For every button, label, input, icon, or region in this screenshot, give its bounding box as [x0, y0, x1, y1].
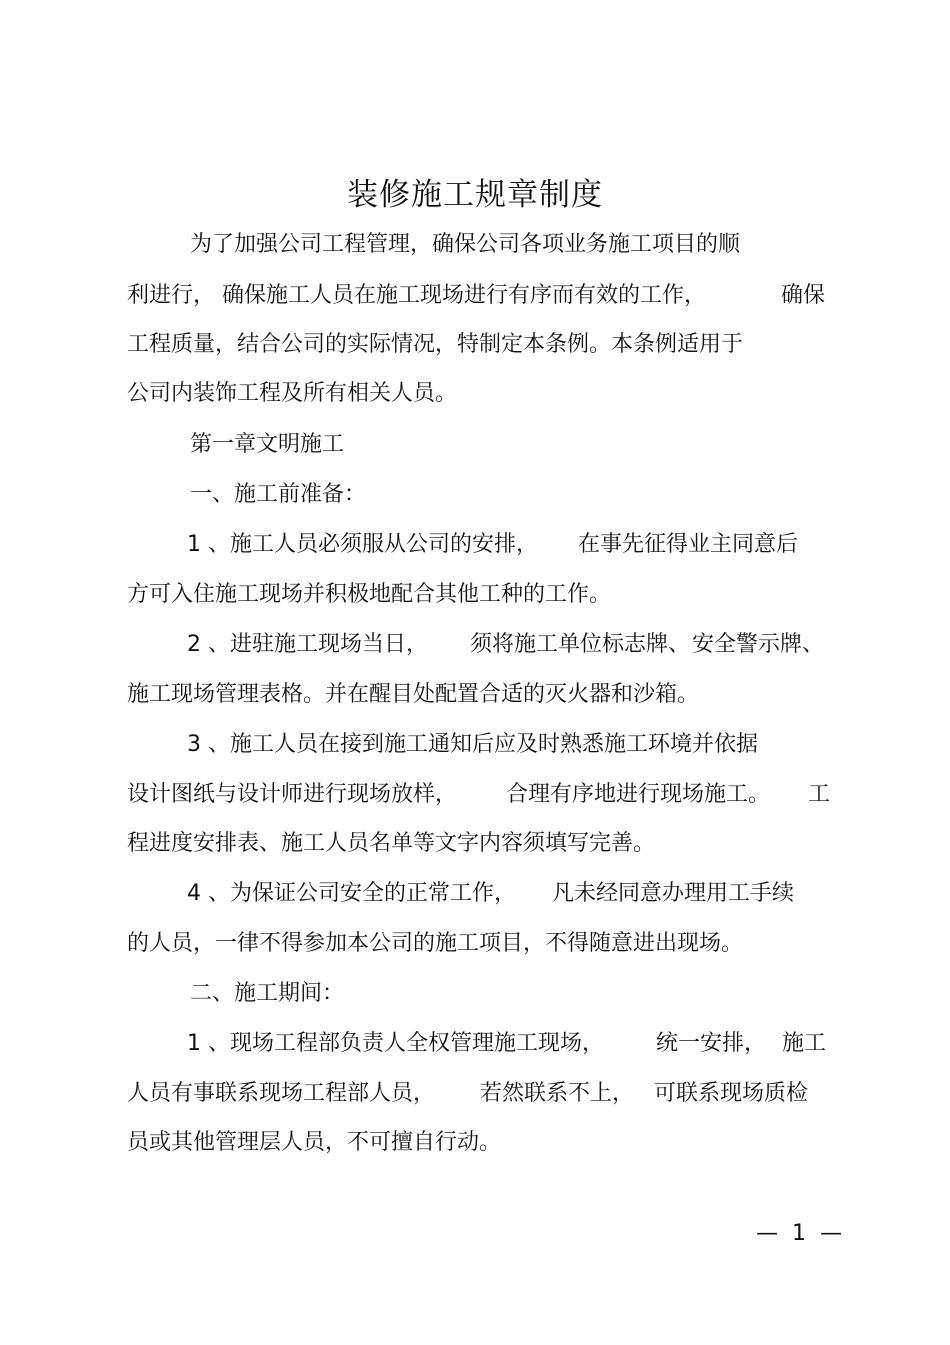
section-heading-construction: 二、施工期间： [190, 981, 345, 1006]
prep-item-3-line-2c: 工 [808, 782, 831, 807]
document-title: 装修施工规章制度 [347, 177, 603, 213]
intro-line-1: 为了加强公司工程管理，确保公司各项业务施工项目的顺 [190, 232, 741, 257]
prep-item-2-line-1b: 须将施工单位标志牌、 [470, 632, 691, 657]
intro-line-2-end: 确保 [781, 283, 826, 308]
section-heading-preparation: 一、施工前准备： [190, 482, 367, 507]
prep-item-4-line-1a: 4 、为保证公司安全的正常工作， [187, 881, 516, 906]
intro-line-3: 工程质量，结合公司的实际情况，特制定本条例。本条例适用于 [127, 332, 744, 357]
prep-item-2-line-1a: 2 、进驻施工现场当日， [187, 632, 428, 657]
intro-line-4: 公司内装饰工程及所有相关人员。 [127, 381, 458, 406]
construction-item-1-line-1a: 1 、现场工程部负责人全权管理施工现场， [187, 1031, 604, 1056]
prep-item-4-line-2: 的人员，一律不得参加本公司的施工项目，不得随意进出现场。 [127, 931, 744, 956]
construction-item-1-line-2a: 人员有事联系现场工程部人员， [127, 1081, 436, 1106]
prep-item-1-line-2: 方可入住施工现场并积极地配合其他工种的工作。 [127, 582, 612, 607]
prep-item-4-line-1b: 凡未经同意办理用工手续 [552, 881, 795, 906]
prep-item-3-line-2a: 设计图纸与设计师进行现场放样， [127, 782, 458, 807]
prep-item-2-line-2: 施工现场管理表格。并在醒目处配置合适的灭火器和沙箱。 [127, 682, 700, 707]
construction-item-1-line-2c: 可联系现场质检 [654, 1081, 809, 1106]
construction-item-1-line-3: 员或其他管理层人员，不可擅自行动。 [127, 1130, 502, 1155]
construction-item-1-line-1b: 统一安排， [656, 1031, 767, 1056]
prep-item-1-line-1a: 1 、施工人员必须服从公司的安排， [187, 532, 538, 557]
prep-item-1-line-1b: 在事先征得业主同意后 [578, 532, 799, 557]
prep-item-2-line-1c: 安全警示牌、 [692, 632, 825, 657]
chapter-heading: 第一章文明施工 [190, 432, 345, 457]
prep-item-3-line-3: 程进度安排表、施工人员名单等文字内容须填写完善。 [127, 831, 656, 856]
prep-item-3-line-2b: 合理有序地进行现场施工。 [506, 782, 771, 807]
construction-item-1-line-1c: 施工 [782, 1031, 827, 1056]
construction-item-1-line-2b: 若然联系不上， [480, 1081, 635, 1106]
intro-line-2: 利进行， 确保施工人员在施工现场进行有序而有效的工作， [127, 283, 706, 308]
prep-item-3-line-1: 3 、施工人员在接到施工通知后应及时熟悉施工环境并依据 [187, 732, 758, 757]
page-number: — 1 — [756, 1221, 842, 1246]
